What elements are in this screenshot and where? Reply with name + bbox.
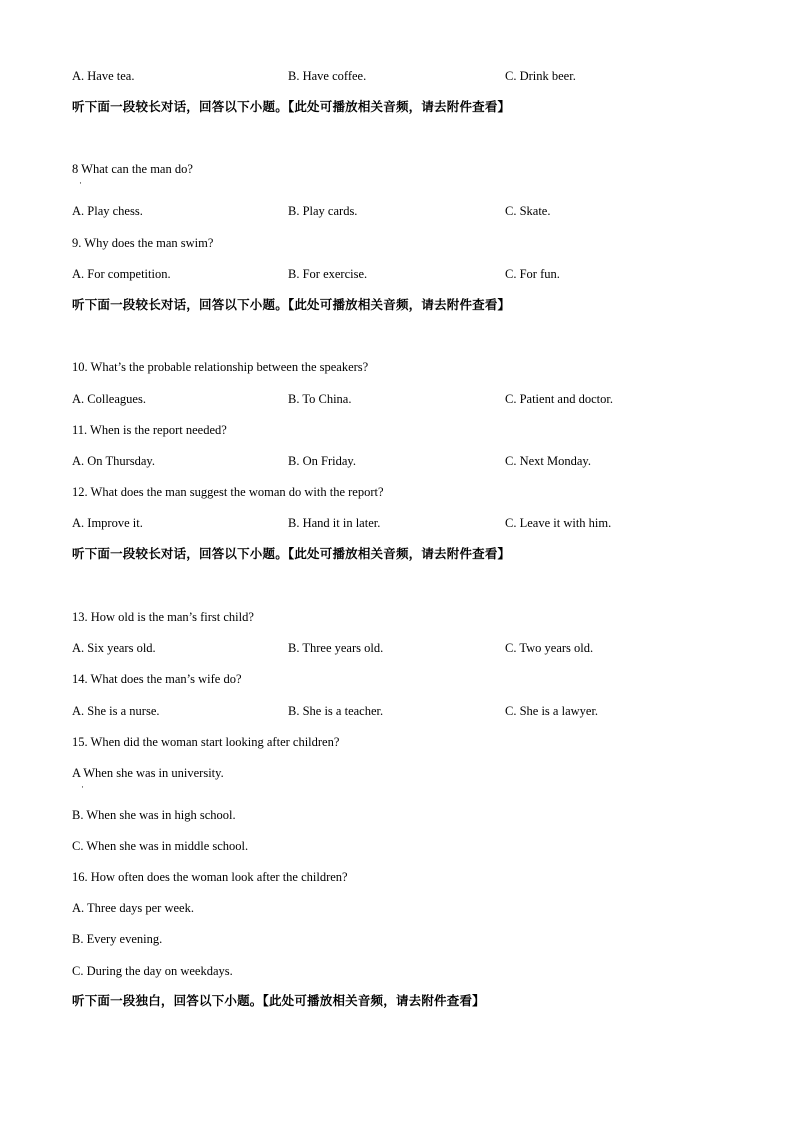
q9-options [72, 266, 732, 282]
q14-question: 14. What does the man’s wife do? [72, 672, 242, 686]
q11-question: 11. When is the report needed? [72, 423, 227, 437]
q13-option-b[interactable]: B. Three years old. [288, 641, 384, 655]
q12-option-c[interactable]: C. Leave it with him. [505, 516, 612, 530]
q16-option-b[interactable]: B. Every evening. [72, 932, 163, 946]
q15-option-c[interactable]: C. When she was in middle school. [72, 839, 249, 853]
stray-dot-mark: · [81, 782, 84, 792]
q11-option-c[interactable]: C. Next Monday. [505, 454, 591, 468]
q9-option-c[interactable]: C. For fun. [505, 267, 560, 281]
q8-question: 8 What can the man do? [72, 162, 193, 176]
audio-instruction-3: 听下面一段较长对话，回答以下小题。【此处可播放相关音频，请去附件查看】 [72, 546, 511, 561]
q8-option-c[interactable]: C. Skate. [505, 204, 551, 218]
audio-instruction-1: 听下面一段较长对话，回答以下小题。【此处可播放相关音频，请去附件查看】 [72, 99, 511, 114]
q12-options [72, 515, 732, 531]
q15-option-b[interactable]: B. When she was in high school. [72, 808, 236, 822]
audio-instruction-4: 听下面一段独白，回答以下小题。【此处可播放相关音频，请去附件查看】 [72, 993, 485, 1008]
q13-question: 13. How old is the man’s first child? [72, 610, 254, 624]
q14-option-a[interactable]: A. She is a nurse. [72, 704, 160, 718]
q9-question: 9. Why does the man swim? [72, 236, 214, 250]
q13-option-c[interactable]: C. Two years old. [505, 641, 594, 655]
q8-option-a[interactable]: A. Play chess. [72, 204, 143, 218]
q14-options [72, 703, 732, 719]
q16-question: 16. How often does the woman look after the children? [72, 870, 348, 884]
q12-option-b[interactable]: B. Hand it in later. [288, 516, 381, 530]
q9-option-a[interactable]: A. For competition. [72, 267, 171, 281]
q14-option-b[interactable]: B. She is a teacher. [288, 704, 384, 718]
q16-option-a[interactable]: A. Three days per week. [72, 901, 194, 915]
q10-options [72, 391, 732, 407]
q12-option-a[interactable]: A. Improve it. [72, 516, 143, 530]
stray-dot-mark: · [79, 178, 82, 188]
q16-option-c[interactable]: C. During the day on weekdays. [72, 964, 233, 978]
q13-option-a[interactable]: A. Six years old. [72, 641, 156, 655]
q11-option-b[interactable]: B. On Friday. [288, 454, 356, 468]
q15-option-a[interactable]: A When she was in university. [72, 766, 224, 780]
q12-question: 12. What does the man suggest the woman do with the report? [72, 485, 384, 499]
q15-question: 15. When did the woman start looking after children? [72, 735, 340, 749]
q11-options [72, 453, 732, 469]
q7-option-c[interactable]: C. Drink beer. [505, 69, 576, 83]
q7-options [72, 68, 732, 84]
q8-options [72, 203, 732, 219]
q8-option-b[interactable]: B. Play cards. [288, 204, 358, 218]
audio-instruction-2: 听下面一段较长对话，回答以下小题。【此处可播放相关音频，请去附件查看】 [72, 297, 511, 312]
q7-option-a[interactable]: A. Have tea. [72, 69, 135, 83]
q10-option-c[interactable]: C. Patient and doctor. [505, 392, 613, 406]
q13-options [72, 640, 732, 656]
q7-option-b[interactable]: B. Have coffee. [288, 69, 367, 83]
q14-option-c[interactable]: C. She is a lawyer. [505, 704, 599, 718]
q9-option-b[interactable]: B. For exercise. [288, 267, 368, 281]
q10-option-a[interactable]: A. Colleagues. [72, 392, 146, 406]
q10-option-b[interactable]: B. To China. [288, 392, 352, 406]
q11-option-a[interactable]: A. On Thursday. [72, 454, 155, 468]
q10-question: 10. What’s the probable relationship between the speakers? [72, 360, 369, 374]
